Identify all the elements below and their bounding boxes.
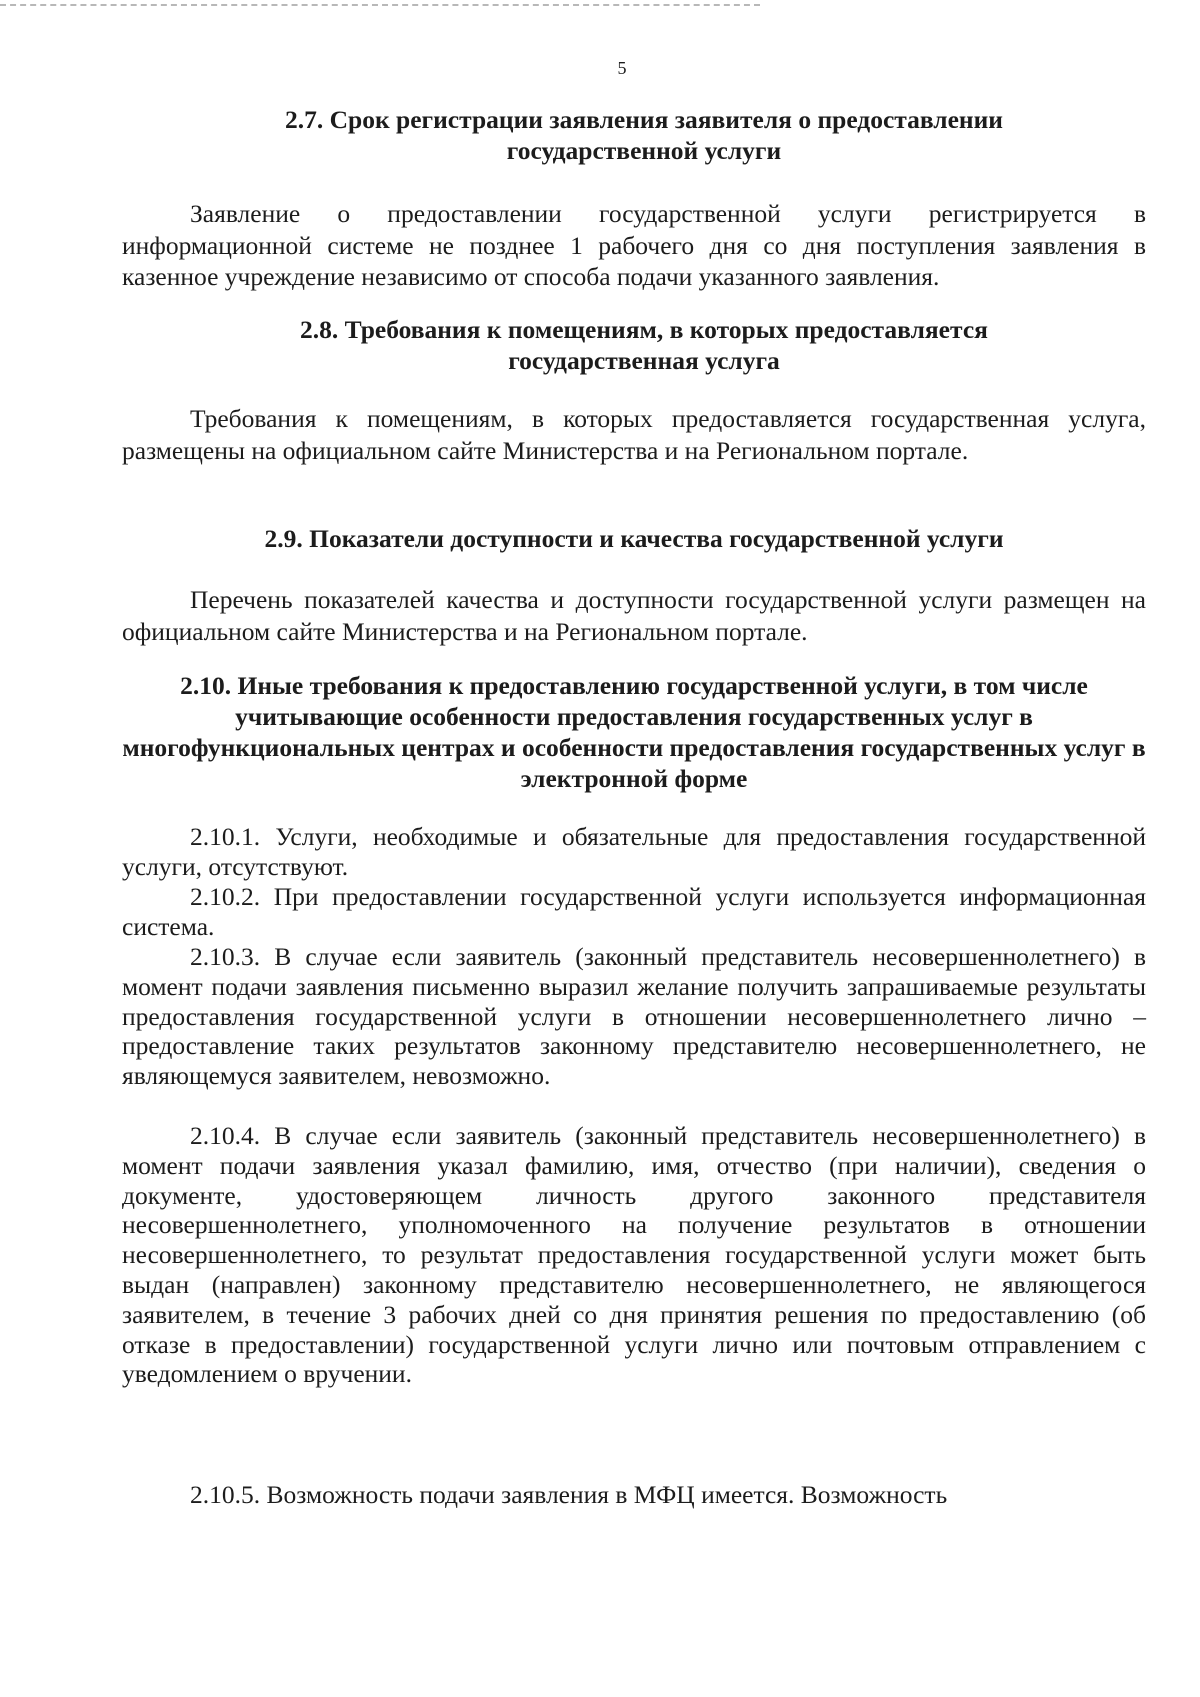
scan-edge-artifact <box>0 4 760 6</box>
clause-2-10-3: 2.10.3. В случае если заявитель (законный представитель несовершеннолетнего) в момент подачи заявления письменно выразил желание получить запрашиваемые результаты предоставления государственной услуги в отношении несовершеннолетнего лично – предоставление таких результатов законному представителю несовершеннолетнего, не являющемуся заявителем, невозможно. <box>122 942 1146 1091</box>
section-paragraph-2-9: Перечень показателей качества и доступности государственной услуги размещен на официальном сайте Министерства и на Региональном портале. <box>122 585 1146 646</box>
clause-2-10-1: 2.10.1. Услуги, необходимые и обязательные для предоставления государственной услуги, отсутствуют. <box>122 822 1146 881</box>
page-number: 5 <box>617 58 627 78</box>
section-heading-2-7: 2.7. Срок регистрации заявления заявителя о предоставлении государственной услуги <box>284 105 1003 165</box>
section-paragraph-2-8: Требования к помещениям, в которых предоставляется государственная услуга, размещены на официальном сайте Министерства и на Региональном портале. <box>122 404 1146 465</box>
section-heading-2-10: 2.10. Иные требования к предоставлению государственной услуги, в том числе учитывающие особенности предоставления государственных услуг в многофункциональных центрах и особенности предоставления государственных услуг в электронной форме <box>122 671 1146 793</box>
clause-2-10-4: 2.10.4. В случае если заявитель (законный представитель несовершеннолетнего) в момент подачи заявления указал фамилию, имя, отчество (при наличии), сведения о документе, удостоверяющем личность другого законного представителя несовершеннолетнего, уполномоченного на получение результатов в отношении несовершеннолетнего, то результат предоставления государственной услуги может быть выдан (направлен) законному представителю несовершеннолетнего, не являющегося заявителем, в течение 3 рабочих дней со дня принятия решения по предоставлению (об отказе в предоставлении) государственной услуги лично или почтовым отправлением с уведомлением о вручении. <box>122 1121 1146 1389</box>
clause-2-10-2: 2.10.2. При предоставлении государственной услуги используется информационная система. <box>122 882 1146 941</box>
section-heading-2-8: 2.8. Требования к помещениям, в которых предоставляется государственная услуга <box>300 315 988 375</box>
section-heading-2-9: 2.9. Показатели доступности и качества государственной услуги <box>264 524 1004 553</box>
section-paragraph-2-7: Заявление о предоставлении государственной услуги регистрируется в информационной системе не позднее 1 рабочего дня со дня поступления заявления в казенное учреждение независимо от способа подачи указанного заявления. <box>122 199 1146 291</box>
clause-2-10-5: 2.10.5. Возможность подачи заявления в МФЦ имеется. Возможность <box>190 1480 948 1509</box>
